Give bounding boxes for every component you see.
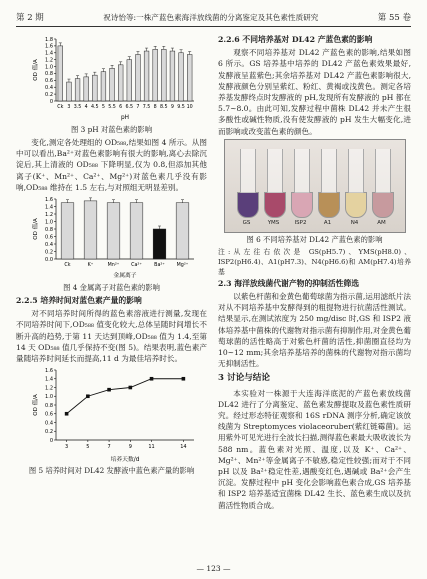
- figure-5-chart: [22, 364, 202, 464]
- bar: [126, 60, 131, 101]
- y-tick-label: 1.2: [44, 57, 53, 64]
- y-tick-label: 0.8: [44, 71, 53, 78]
- bar: [57, 46, 62, 101]
- y-tick-label: 1.6: [44, 368, 53, 375]
- bar: [75, 79, 80, 101]
- y-tick-label: 0.2: [44, 91, 53, 98]
- x-tick-label: K⁺: [87, 263, 93, 269]
- y-tick-label: 1.2: [44, 385, 53, 392]
- y-tick-label: 1.0: [44, 219, 53, 226]
- y-axis-label: OD 值/A: [32, 394, 39, 416]
- x-tick-label: 3.5: [73, 105, 81, 110]
- running-title: 祝诗怡等:一株产蓝色素海洋放线菌的分离鉴定及其色素性质研究: [103, 12, 319, 22]
- culture-tube: [372, 192, 394, 218]
- x-tick-label: 7: [106, 444, 111, 451]
- y-tick-label: 1.0: [44, 394, 53, 401]
- series-line: [66, 379, 183, 414]
- bar: [109, 68, 114, 101]
- bar: [118, 65, 123, 101]
- x-tick-label: 11: [147, 444, 155, 451]
- section-heading: 3 讨论与结论: [218, 373, 270, 384]
- paragraph: 变化,测定各处理组的 OD₅₈₈,结果如图 4 所示。从图中可以看出,Ba²⁺对蓝色素影响有很大的影响,离心去除沉淀后,其上清液的 OD₅₈₈ 下降明显,仅为 0.8,但添加其他离子(K⁺、Mn²⁺、Ca²⁺、Mg²⁺)对蓝色素几乎没有影响,OD₅₈₈ 维持在 1.5 左右,与对照组无明显差别。: [16, 138, 207, 192]
- culture-tube-label: ISP2: [294, 219, 307, 226]
- x-tick-label: Mn²⁺: [107, 263, 119, 269]
- bar: [84, 201, 97, 259]
- data-point: [149, 377, 153, 381]
- figure-6-photo: [224, 139, 406, 233]
- x-tick-label: 5.5: [107, 105, 116, 110]
- page-number: — 123 —: [196, 564, 231, 573]
- culture-tube-label: GS: [242, 219, 251, 226]
- y-tick-label: 0.8: [44, 403, 53, 410]
- data-point: [64, 412, 68, 416]
- figure-5-caption: 图 5 培养时间对 DL42 发酵液中蓝色素产量的影响: [28, 466, 195, 476]
- section-heading: 2.3 海洋放线菌代谢产物的抑制活性筛选: [218, 278, 360, 288]
- x-tick-label: 5: [101, 105, 105, 110]
- x-tick-label: 7: [135, 105, 139, 110]
- figure-6-caption: 图 6 不同培养基对 DL42 产蓝色素的影响: [246, 234, 383, 244]
- x-tick-label: 10: [186, 105, 193, 110]
- x-tick-label: 9: [128, 444, 132, 451]
- volume-label: 第 55 卷: [377, 13, 411, 23]
- figure-4-caption: 图 4 金属离子对蓝色素的影响: [63, 283, 160, 293]
- x-tick-label: Ck: [56, 105, 63, 110]
- figure-4-chart: [22, 193, 202, 281]
- bar: [135, 55, 140, 102]
- x-tick-label: 9: [170, 105, 174, 110]
- paragraph: 以紫色杆菌和金黄色葡萄球菌为指示菌,运用滤纸片法对从不同培养基中发酵得到的粗提物进行抗菌活性测试。结果显示,在测试浓度为 250 mg/disc 时,GS 和 ISP2 液体培养基中菌株的代谢物对指示菌有抑制作用,对金黄色葡萄球菌的活性略高于对紫色杆菌的活性,抑菌圈直径均为 10~12 mm;其余培养基培养的菌株的代谢物对指示菌均无抑制活性。: [218, 292, 411, 369]
- culture-tube-label: N4: [350, 219, 359, 226]
- y-tick-label: 0.4: [44, 241, 53, 248]
- y-tick-label: 1.8: [44, 36, 53, 43]
- y-tick-label: 0.2: [44, 429, 53, 436]
- data-point: [128, 386, 132, 390]
- bar: [161, 49, 166, 101]
- section-heading: 2.2.6 不同培养基对 DL42 产蓝色素的影响: [218, 35, 373, 44]
- culture-tube: [318, 192, 340, 218]
- culture-tube: [345, 192, 367, 218]
- y-tick-label: 0: [49, 438, 53, 445]
- bar: [130, 203, 143, 259]
- data-point: [107, 388, 111, 392]
- bar: [144, 51, 149, 101]
- x-tick-label: 7.5: [142, 105, 150, 110]
- y-tick-label: 0.6: [44, 234, 53, 241]
- x-tick-label: 6.5: [124, 105, 133, 110]
- culture-tube: [291, 192, 313, 218]
- data-point: [86, 395, 90, 399]
- culture-tube-label: YMS: [267, 219, 280, 226]
- bar: [152, 49, 157, 101]
- x-tick-label: 8.5: [159, 105, 168, 110]
- paragraph: 对不同培养时间所得的蓝色素溶液进行测量,发现在不同培养时间下,OD₅₈₈ 值变化较大,总体呈随时间增长不断升高的趋势,于第 11 天达到顶峰,OD₅₈₈ 值为 1.4,至第 14 天 OD₅₈₈ 值几乎保持不变(图 5)。结果表明,蓝色素产量随培养时间延长而提高,11 d 为最佳培养时长。: [16, 309, 207, 364]
- bar: [92, 75, 97, 101]
- right-column: [218, 33, 411, 511]
- y-tick-label: 0.4: [44, 420, 53, 427]
- data-point: [181, 377, 185, 381]
- y-tick-label: 1.2: [44, 211, 53, 218]
- x-tick-label: Ba²⁺: [153, 263, 165, 269]
- y-tick-label: 0.8: [44, 226, 53, 233]
- x-axis-label: 培养天数/d: [110, 457, 139, 464]
- x-tick-label: 14: [179, 444, 187, 451]
- bar: [107, 203, 120, 259]
- paragraph: 本实验对一株源于大连海洋底泥的产蓝色素放线菌 DL42 进行了分离鉴定、蓝色素发酵提取及蓝色素性质研究。经过形态特征观察和 16S rDNA 测序分析,确定该放线菌为 Streptomyces violaceoruber(紫红链霉菌)。运用紫外可见光进行全波长扫描,测得蓝色素最大吸收波长为 588 nm。蓝色素对光照、温度,以及 K⁺、Ca²⁺、Mg²⁺、Mn²⁺等金属离子不敏感,稳定性较强;而对于不同 pH 以及 Ba²⁺稳定性差,遇酸变红色,遇碱或 Ba²⁺会产生沉淀。发酵过程中 pH 变化会影响蓝色素合成,GS 培养基和 ISP2 培养基适宜菌株 DL42 生长、蓝色素生成以及抗菌活性物质合成。: [218, 388, 411, 510]
- y-tick-label: 1.6: [44, 43, 53, 50]
- x-tick-label: 6: [118, 105, 122, 110]
- y-tick-label: 0.6: [44, 78, 53, 85]
- bar: [83, 77, 88, 101]
- bar: [153, 229, 166, 259]
- y-tick-label: 1.6: [44, 196, 53, 203]
- figure-6-note: 注:从左往右依次是 GS(pH5.7)、YMS(pH8.0)、ISP2(pH6.4)、A1(pH7.3)、N4(pH6.6)和 AM(pH7.4)培养基: [218, 247, 411, 276]
- y-tick-label: 0: [49, 98, 53, 105]
- bar: [176, 203, 189, 259]
- y-tick-label: 0.2: [44, 249, 53, 256]
- bar: [66, 82, 71, 101]
- figure-3-chart: [22, 33, 202, 123]
- bar: [170, 51, 175, 101]
- y-tick-label: 1.0: [44, 64, 53, 71]
- y-tick-label: 1.4: [44, 204, 53, 211]
- y-tick-label: 1.4: [44, 50, 53, 57]
- x-tick-label: 9.5: [176, 105, 185, 110]
- section-heading: 2.2.5 培养时间对蓝色素产量的影响: [16, 296, 142, 306]
- x-tick-label: 3: [64, 444, 68, 451]
- bar: [61, 203, 74, 259]
- y-tick-label: 0.6: [44, 411, 53, 418]
- x-tick-label: 3: [66, 105, 70, 110]
- x-tick-label: Ca²⁺: [130, 263, 142, 269]
- y-tick-label: 0.4: [44, 85, 53, 92]
- figure-3-caption: 图 3 pH 对蓝色素的影响: [70, 125, 152, 134]
- culture-tube: [264, 192, 286, 218]
- header-rule: [16, 26, 411, 27]
- x-tick-label: Ck: [63, 263, 71, 269]
- x-tick-label: Mg²⁺: [176, 263, 188, 269]
- bar: [187, 55, 192, 102]
- bar: [178, 53, 183, 101]
- culture-tube-label: A1: [323, 219, 332, 226]
- y-tick-label: 1.4: [44, 376, 53, 383]
- issue-label: 第 2 期: [16, 13, 44, 23]
- bar: [101, 72, 106, 101]
- running-header: [16, 10, 411, 24]
- paragraph: 观察不同培养基对 DL42 产蓝色素的影响,结果如图 6 所示。GS 培养基中培养的 DL42 产蓝色素效果最好,发酵液呈蓝紫色;其余培养基对 DL42 产蓝色素影响很大,发酵液颜色分别呈紫红、粉红、黄褐或浅黄色。测定各培养基发酵终点时发酵液的 pH,发现所有发酵液的 pH 都在 5.7~8.0。由此可知,发酵过程中菌株 DL42 并未产生很多酸性或碱性物质,没有使发酵液的 pH 发生大幅变化,进而影响或改变蓝色素的颜色。: [218, 48, 411, 136]
- x-tick-label: 4.5: [90, 105, 99, 110]
- x-tick-label: 5: [85, 444, 89, 451]
- y-axis-label: OD 值/A: [32, 59, 39, 81]
- y-tick-label: 0.0: [44, 256, 53, 263]
- culture-tube: [237, 192, 259, 218]
- y-axis-label: OD 值/A: [32, 218, 39, 240]
- x-tick-label: 8: [153, 105, 157, 110]
- x-tick-label: 4: [84, 105, 88, 110]
- x-axis-label: 金属离子: [112, 273, 137, 280]
- x-axis-label: pH: [120, 115, 129, 121]
- culture-tube-label: AM: [377, 219, 386, 226]
- left-column: [16, 33, 207, 478]
